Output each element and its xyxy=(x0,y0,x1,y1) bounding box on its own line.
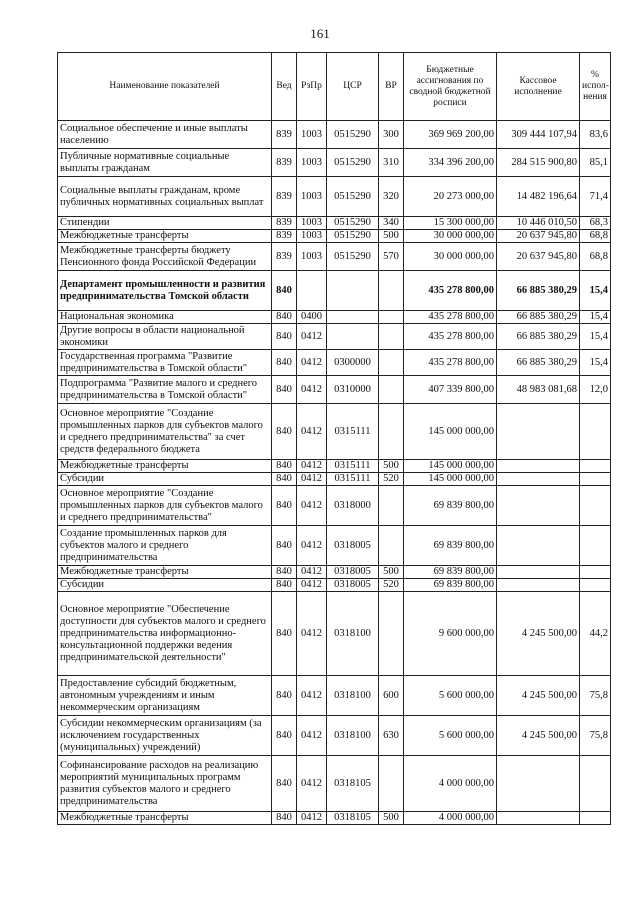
cell-assign: 369 969 200,00 xyxy=(404,121,497,149)
cell-pct: 85,1 xyxy=(580,149,611,177)
cell-csr: 0315111 xyxy=(327,460,379,473)
cell-rzpr: 0412 xyxy=(297,473,327,486)
cell-cash: 20 637 945,80 xyxy=(497,243,580,271)
cell-rzpr: 1003 xyxy=(297,243,327,271)
page-number: 161 xyxy=(310,26,330,41)
cell-cash xyxy=(497,460,580,473)
cell-ved: 840 xyxy=(272,812,297,825)
cell-ved: 840 xyxy=(272,460,297,473)
cell-ved: 840 xyxy=(272,311,297,324)
cell-csr: 0318000 xyxy=(327,486,379,526)
cell-rzpr: 0412 xyxy=(297,812,327,825)
cell-vr xyxy=(379,756,404,812)
table-row xyxy=(58,311,611,324)
cell-assign: 30 000 000,00 xyxy=(404,230,497,243)
cell-vr xyxy=(379,324,404,350)
cell-cash xyxy=(497,526,580,566)
cell-csr: 0318005 xyxy=(327,579,379,592)
cell-name: Межбюджетные трансферты xyxy=(58,230,272,243)
cell-rzpr: 0400 xyxy=(297,311,327,324)
cell-rzpr: 0412 xyxy=(297,566,327,579)
cell-pct: 15,4 xyxy=(580,271,611,311)
cell-assign: 145 000 000,00 xyxy=(404,460,497,473)
cell-csr: 0318105 xyxy=(327,756,379,812)
cell-vr: 340 xyxy=(379,217,404,230)
cell-csr xyxy=(327,271,379,311)
cell-assign: 69 839 800,00 xyxy=(404,566,497,579)
cell-name: Основное мероприятие "Создание промышленных парков для субъектов малого и среднего предпринимательства" за счет средств федерального бюджета xyxy=(58,404,272,460)
cell-cash xyxy=(497,579,580,592)
cell-cash xyxy=(497,404,580,460)
cell-csr: 0310000 xyxy=(327,376,379,404)
table-row xyxy=(58,592,611,676)
cell-pct xyxy=(580,756,611,812)
cell-ved: 840 xyxy=(272,324,297,350)
cell-name: Межбюджетные трансферты бюджету Пенсионного фонда Российской Федерации xyxy=(58,243,272,271)
cell-assign: 15 300 000,00 xyxy=(404,217,497,230)
cell-rzpr: 1003 xyxy=(297,217,327,230)
cell-rzpr xyxy=(297,271,327,311)
cell-rzpr: 0412 xyxy=(297,324,327,350)
cell-vr xyxy=(379,350,404,376)
table-row xyxy=(58,716,611,756)
header-assignments: Бюджетные ассигнования по сводной бюджетной росписи xyxy=(404,53,497,121)
cell-vr xyxy=(379,404,404,460)
cell-pct: 15,4 xyxy=(580,311,611,324)
cell-ved: 840 xyxy=(272,592,297,676)
cell-name: Национальная экономика xyxy=(58,311,272,324)
table-row xyxy=(58,217,611,230)
cell-csr: 0315111 xyxy=(327,473,379,486)
cell-assign: 435 278 800,00 xyxy=(404,271,497,311)
header-vr: ВР xyxy=(379,53,404,121)
header-ved: Вед xyxy=(272,53,297,121)
cell-ved: 840 xyxy=(272,579,297,592)
table-row xyxy=(58,230,611,243)
cell-rzpr: 0412 xyxy=(297,350,327,376)
cell-assign: 20 273 000,00 xyxy=(404,177,497,217)
cell-assign: 30 000 000,00 xyxy=(404,243,497,271)
cell-assign: 69 839 800,00 xyxy=(404,526,497,566)
cell-ved: 840 xyxy=(272,676,297,716)
cell-ved: 840 xyxy=(272,486,297,526)
cell-rzpr: 0412 xyxy=(297,676,327,716)
cell-vr xyxy=(379,486,404,526)
cell-name: Основное мероприятие "Обеспечение доступности для субъектов малого и среднего предпринимательства информационно-консультационной поддержки ведения предпринимательской деятельности" xyxy=(58,592,272,676)
cell-name: Подпрограмма "Развитие малого и среднего предпринимательства в Томской области" xyxy=(58,376,272,404)
cell-pct: 44,2 xyxy=(580,592,611,676)
table-row xyxy=(58,177,611,217)
cell-ved: 839 xyxy=(272,149,297,177)
cell-rzpr: 0412 xyxy=(297,756,327,812)
cell-vr: 320 xyxy=(379,177,404,217)
table-row xyxy=(58,149,611,177)
cell-csr: 0318005 xyxy=(327,526,379,566)
cell-name: Субсидии xyxy=(58,579,272,592)
cell-name: Государственная программа "Развитие предпринимательства в Томской области" xyxy=(58,350,272,376)
table-body xyxy=(58,121,611,825)
table-row xyxy=(58,121,611,149)
cell-pct xyxy=(580,566,611,579)
cell-name: Межбюджетные трансферты xyxy=(58,566,272,579)
cell-assign: 69 839 800,00 xyxy=(404,486,497,526)
cell-cash: 20 637 945,80 xyxy=(497,230,580,243)
cell-vr: 520 xyxy=(379,473,404,486)
header-rzpr: РзПр xyxy=(297,53,327,121)
cell-ved: 840 xyxy=(272,756,297,812)
table-row xyxy=(58,460,611,473)
cell-csr: 0515290 xyxy=(327,177,379,217)
table-row xyxy=(58,756,611,812)
table-row xyxy=(58,676,611,716)
cell-pct: 71,4 xyxy=(580,177,611,217)
cell-ved: 839 xyxy=(272,243,297,271)
cell-vr xyxy=(379,271,404,311)
cell-rzpr: 0412 xyxy=(297,716,327,756)
cell-cash: 66 885 380,29 xyxy=(497,324,580,350)
table-row xyxy=(58,324,611,350)
cell-vr: 300 xyxy=(379,121,404,149)
cell-ved: 840 xyxy=(272,566,297,579)
cell-pct: 75,8 xyxy=(580,716,611,756)
cell-ved: 839 xyxy=(272,230,297,243)
table-row xyxy=(58,404,611,460)
cell-assign: 9 600 000,00 xyxy=(404,592,497,676)
table-row xyxy=(58,579,611,592)
cell-cash: 4 245 500,00 xyxy=(497,676,580,716)
cell-rzpr: 0412 xyxy=(297,592,327,676)
cell-ved: 840 xyxy=(272,473,297,486)
header-percent: % испол-нения xyxy=(580,53,611,121)
cell-assign: 4 000 000,00 xyxy=(404,756,497,812)
cell-cash: 4 245 500,00 xyxy=(497,592,580,676)
cell-csr: 0318105 xyxy=(327,812,379,825)
table-header-row xyxy=(58,53,611,121)
budget-table xyxy=(57,52,611,825)
cell-ved: 840 xyxy=(272,404,297,460)
cell-csr: 0515290 xyxy=(327,217,379,230)
cell-cash: 48 983 081,68 xyxy=(497,376,580,404)
cell-name: Другие вопросы в области национальной экономики xyxy=(58,324,272,350)
cell-rzpr: 0412 xyxy=(297,486,327,526)
cell-rzpr: 0412 xyxy=(297,579,327,592)
cell-vr: 500 xyxy=(379,566,404,579)
cell-cash: 4 245 500,00 xyxy=(497,716,580,756)
cell-ved: 840 xyxy=(272,350,297,376)
cell-rzpr: 1003 xyxy=(297,121,327,149)
cell-pct: 75,8 xyxy=(580,676,611,716)
cell-vr: 570 xyxy=(379,243,404,271)
cell-ved: 840 xyxy=(272,526,297,566)
cell-name: Субсидии xyxy=(58,473,272,486)
cell-assign: 69 839 800,00 xyxy=(404,579,497,592)
cell-vr xyxy=(379,526,404,566)
table-row xyxy=(58,271,611,311)
cell-rzpr: 1003 xyxy=(297,230,327,243)
cell-vr: 310 xyxy=(379,149,404,177)
cell-cash xyxy=(497,486,580,526)
cell-vr: 520 xyxy=(379,579,404,592)
cell-vr: 500 xyxy=(379,812,404,825)
cell-assign: 145 000 000,00 xyxy=(404,404,497,460)
cell-pct xyxy=(580,812,611,825)
table-row xyxy=(58,376,611,404)
table-row xyxy=(58,243,611,271)
cell-cash: 309 444 107,94 xyxy=(497,121,580,149)
cell-cash: 10 446 010,50 xyxy=(497,217,580,230)
cell-name: Публичные нормативные социальные выплаты гражданам xyxy=(58,149,272,177)
cell-pct xyxy=(580,460,611,473)
cell-pct xyxy=(580,579,611,592)
cell-ved: 840 xyxy=(272,716,297,756)
cell-csr xyxy=(327,324,379,350)
cell-vr xyxy=(379,376,404,404)
cell-name: Создание промышленных парков для субъектов малого и среднего предпринимательства xyxy=(58,526,272,566)
cell-pct xyxy=(580,404,611,460)
cell-pct: 15,4 xyxy=(580,324,611,350)
cell-cash xyxy=(497,566,580,579)
cell-name: Межбюджетные трансферты xyxy=(58,812,272,825)
cell-csr: 0315111 xyxy=(327,404,379,460)
cell-csr: 0318100 xyxy=(327,716,379,756)
cell-csr: 0318100 xyxy=(327,676,379,716)
cell-vr xyxy=(379,592,404,676)
cell-cash: 284 515 900,80 xyxy=(497,149,580,177)
cell-assign: 4 000 000,00 xyxy=(404,812,497,825)
cell-name: Основное мероприятие "Создание промышленных парков для субъектов малого и среднего предпринимательства" xyxy=(58,486,272,526)
cell-pct: 15,4 xyxy=(580,350,611,376)
cell-name: Субсидии некоммерческим организациям (за исключением государственных (муниципальных) учреждений) xyxy=(58,716,272,756)
cell-pct: 68,3 xyxy=(580,217,611,230)
cell-ved: 839 xyxy=(272,217,297,230)
cell-name: Департамент промышленности и развития предпринимательства Томской области xyxy=(58,271,272,311)
cell-name: Социальное обеспечение и иные выплаты населению xyxy=(58,121,272,149)
cell-vr: 500 xyxy=(379,460,404,473)
cell-cash: 66 885 380,29 xyxy=(497,311,580,324)
cell-csr xyxy=(327,311,379,324)
cell-pct: 68,8 xyxy=(580,230,611,243)
cell-assign: 5 600 000,00 xyxy=(404,676,497,716)
cell-cash xyxy=(497,812,580,825)
cell-vr: 500 xyxy=(379,230,404,243)
cell-ved: 839 xyxy=(272,177,297,217)
cell-csr: 0300000 xyxy=(327,350,379,376)
cell-assign: 145 000 000,00 xyxy=(404,473,497,486)
cell-rzpr: 0412 xyxy=(297,404,327,460)
cell-cash xyxy=(497,473,580,486)
cell-vr: 630 xyxy=(379,716,404,756)
cell-assign: 407 339 800,00 xyxy=(404,376,497,404)
cell-name: Социальные выплаты гражданам, кроме публичных нормативных социальных выплат xyxy=(58,177,272,217)
cell-ved: 840 xyxy=(272,271,297,311)
cell-rzpr: 1003 xyxy=(297,149,327,177)
cell-assign: 5 600 000,00 xyxy=(404,716,497,756)
table-row xyxy=(58,812,611,825)
cell-assign: 435 278 800,00 xyxy=(404,350,497,376)
cell-assign: 435 278 800,00 xyxy=(404,324,497,350)
cell-name: Софинансирование расходов на реализацию мероприятий муниципальных программ развития субъектов малого и среднего предпринимательства xyxy=(58,756,272,812)
cell-assign: 435 278 800,00 xyxy=(404,311,497,324)
cell-rzpr: 1003 xyxy=(297,177,327,217)
cell-pct: 68,8 xyxy=(580,243,611,271)
cell-cash: 66 885 380,29 xyxy=(497,271,580,311)
cell-name: Межбюджетные трансферты xyxy=(58,460,272,473)
cell-cash: 14 482 196,64 xyxy=(497,177,580,217)
table-row xyxy=(58,473,611,486)
cell-rzpr: 0412 xyxy=(297,526,327,566)
cell-rzpr: 0412 xyxy=(297,460,327,473)
cell-csr: 0318005 xyxy=(327,566,379,579)
cell-ved: 839 xyxy=(272,121,297,149)
cell-csr: 0515290 xyxy=(327,230,379,243)
table-row xyxy=(58,526,611,566)
cell-csr: 0515290 xyxy=(327,243,379,271)
cell-ved: 840 xyxy=(272,376,297,404)
cell-assign: 334 396 200,00 xyxy=(404,149,497,177)
cell-pct xyxy=(580,473,611,486)
table-row xyxy=(58,350,611,376)
header-name: Наименование показателей xyxy=(58,53,272,121)
cell-csr: 0318100 xyxy=(327,592,379,676)
cell-vr xyxy=(379,311,404,324)
cell-pct xyxy=(580,486,611,526)
cell-pct xyxy=(580,526,611,566)
table-row xyxy=(58,566,611,579)
cell-rzpr: 0412 xyxy=(297,376,327,404)
cell-csr: 0515290 xyxy=(327,149,379,177)
cell-cash: 66 885 380,29 xyxy=(497,350,580,376)
header-cash-execution: Кассовое исполнение xyxy=(497,53,580,121)
cell-pct: 83,6 xyxy=(580,121,611,149)
cell-name: Стипендии xyxy=(58,217,272,230)
cell-cash xyxy=(497,756,580,812)
cell-vr: 600 xyxy=(379,676,404,716)
table-row xyxy=(58,486,611,526)
header-csr: ЦСР xyxy=(327,53,379,121)
cell-name: Предоставление субсидий бюджетным, автономным учреждениям и иным некоммерческим организациям xyxy=(58,676,272,716)
cell-csr: 0515290 xyxy=(327,121,379,149)
cell-pct: 12,0 xyxy=(580,376,611,404)
